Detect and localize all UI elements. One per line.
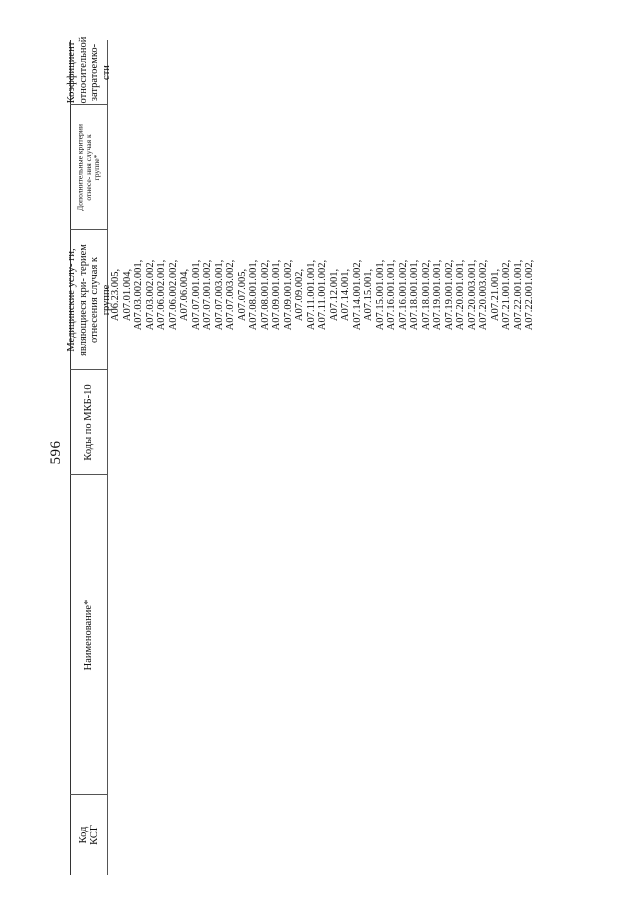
header-code-ksg: Код КСГ [77,825,100,845]
medical-service-code: A07.06.004, [179,268,190,322]
medical-service-code: A07.07.001.001, [190,259,202,331]
medical-service-code: A07.07.003.002, [225,259,236,331]
medical-service-code: A07.11.001.002, [317,259,328,331]
medical-service-code: A07.08.001.001, [248,259,259,331]
medical-service-code: A07.03.002.001, [133,259,144,331]
medical-service-code: A07.19.001.002, [443,259,455,331]
header-coefficient: Коэффициент относительной затратоемко- сти [66,36,112,104]
header-icd-codes: Коды по МКБ-10 [83,384,95,461]
medical-service-code: A07.06.002.002, [167,259,179,331]
medical-service-code: A07.20.003.001, [466,259,478,331]
medical-service-code: A07.18.001.002, [420,259,432,331]
medical-service-code: A07.15.001, [363,268,374,322]
medical-service-code: A07.09.001.001, [271,259,282,331]
header-name: Наименование* [83,599,95,671]
page-number: 596 [48,440,64,465]
ksg-table [66,36,605,875]
medical-service-code: A07.07.001.002, [202,259,213,331]
medical-service-code: A07.16.001.001, [386,259,397,331]
medical-service-code: A07.21.001.002, [501,259,512,331]
header-medical-services: Медицинские услу- ги, являющиеся кри- терием отнесения случая к группе [66,244,112,356]
medical-service-code: A07.11.001.001, [305,259,317,331]
medical-service-code: A07.03.002.002, [144,259,156,331]
medical-service-code: A07.12.001, [328,268,340,322]
medical-service-code: A07.15.001.001, [374,259,386,331]
medical-services-list [110,235,605,355]
medical-service-code: A07.09.002, [294,268,305,322]
medical-service-code: A07.18.001.001, [409,259,420,331]
medical-service-code: A07.20.003.002, [478,259,489,331]
medical-service-code: A07.20.001.001, [455,259,466,331]
medical-service-code: A07.19.001.001, [432,259,443,331]
medical-service-code: A06.23.005, [110,268,121,322]
table-header-rule [107,40,108,875]
medical-service-code: A07.06.002.001, [156,259,167,331]
medical-service-code: A07.21.001, [489,268,501,322]
medical-service-code: A07.16.001.002, [397,259,409,331]
medical-service-code: A07.08.001.002, [259,259,271,331]
medical-service-code: A07.01.004, [121,268,133,322]
medical-service-code: A07.07.003.001, [213,259,225,331]
medical-service-code: A07.14.001.002, [351,259,363,331]
medical-service-code: A07.14.001, [340,268,351,322]
medical-service-code: A07.22.001.002, [524,259,535,331]
medical-service-code: A07.22.001.001, [512,259,524,331]
medical-service-code: A07.09.001.002, [282,259,294,331]
medical-service-code: A07.07.005, [236,268,248,322]
table-top-rule [70,40,71,875]
header-additional-criteria: Дополнительные критерии отнесе- ния случая к группе* [76,124,102,211]
